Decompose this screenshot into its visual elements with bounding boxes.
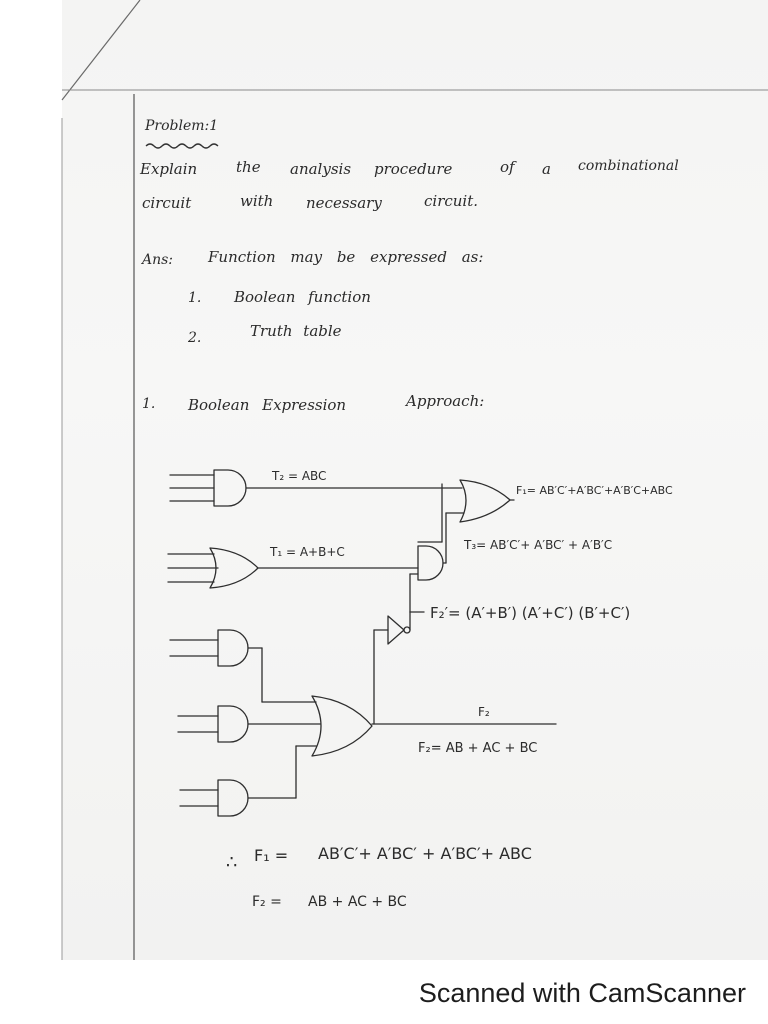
problem-heading: Problem:1 bbox=[145, 118, 219, 134]
label-f2-wire: F₂ bbox=[478, 705, 490, 719]
question-word: Explain bbox=[140, 160, 198, 178]
or-gate-f1 bbox=[418, 480, 514, 542]
question-word: combinational bbox=[578, 158, 679, 174]
therefore-symbol: ∴ bbox=[226, 852, 238, 873]
and-gate-ab bbox=[170, 630, 316, 702]
conclusion-f2-lhs: F₂ = bbox=[252, 894, 282, 910]
list-item-text: Truth table bbox=[250, 322, 342, 340]
and-gate-bc bbox=[180, 746, 316, 816]
question-word: analysis bbox=[290, 160, 352, 178]
heading-underline-squiggle bbox=[146, 144, 218, 148]
question-word: circuit bbox=[142, 194, 192, 212]
conclusion-f2-rhs: AB + AC + BC bbox=[308, 894, 407, 910]
page-edge-line bbox=[62, 0, 140, 100]
list-number: 1. bbox=[188, 290, 202, 306]
question-word: with bbox=[240, 192, 274, 210]
not-gate-f2prime bbox=[374, 612, 424, 724]
answer-label: Ans: bbox=[142, 252, 174, 268]
question-word: procedure bbox=[374, 160, 453, 178]
list-number: 2. bbox=[188, 330, 202, 346]
section-title: Boolean Expression bbox=[188, 396, 347, 414]
question-word: necessary bbox=[306, 194, 382, 212]
section-title-2: Approach: bbox=[406, 392, 485, 410]
label-f1-output: F₁= AB′C′+A′BC′+A′B′C+ABC bbox=[516, 484, 673, 497]
question-word: a bbox=[542, 160, 551, 178]
label-t3: T₃= AB′C′+ A′BC′ + A′B′C bbox=[464, 538, 613, 552]
conclusion-f1-lhs: F₁ = bbox=[254, 846, 289, 865]
and-gate-t3 bbox=[410, 513, 464, 612]
scanner-footer bbox=[0, 960, 768, 1024]
answer-intro: Function may be expressed as: bbox=[208, 248, 484, 266]
camscanner-watermark: Scanned with CamScanner bbox=[418, 978, 746, 1008]
question-word: circuit. bbox=[424, 192, 479, 210]
label-f2-expression: F₂= AB + AC + BC bbox=[418, 741, 538, 756]
label-f2-prime: F₂′= (A′+B′) (A′+C′) (B′+C′) bbox=[430, 604, 631, 622]
list-item-text: Boolean function bbox=[234, 288, 371, 306]
label-t1: T₁ = A+B+C bbox=[270, 545, 345, 559]
and-gate-ac bbox=[178, 706, 320, 742]
conclusion-f1-rhs: AB′C′+ A′BC′ + A′BC′+ ABC bbox=[318, 844, 532, 863]
question-word: the bbox=[236, 158, 261, 176]
section-number: 1. bbox=[142, 396, 156, 412]
question-word: of bbox=[500, 158, 515, 176]
label-t2: T₂ = ABC bbox=[272, 469, 327, 483]
